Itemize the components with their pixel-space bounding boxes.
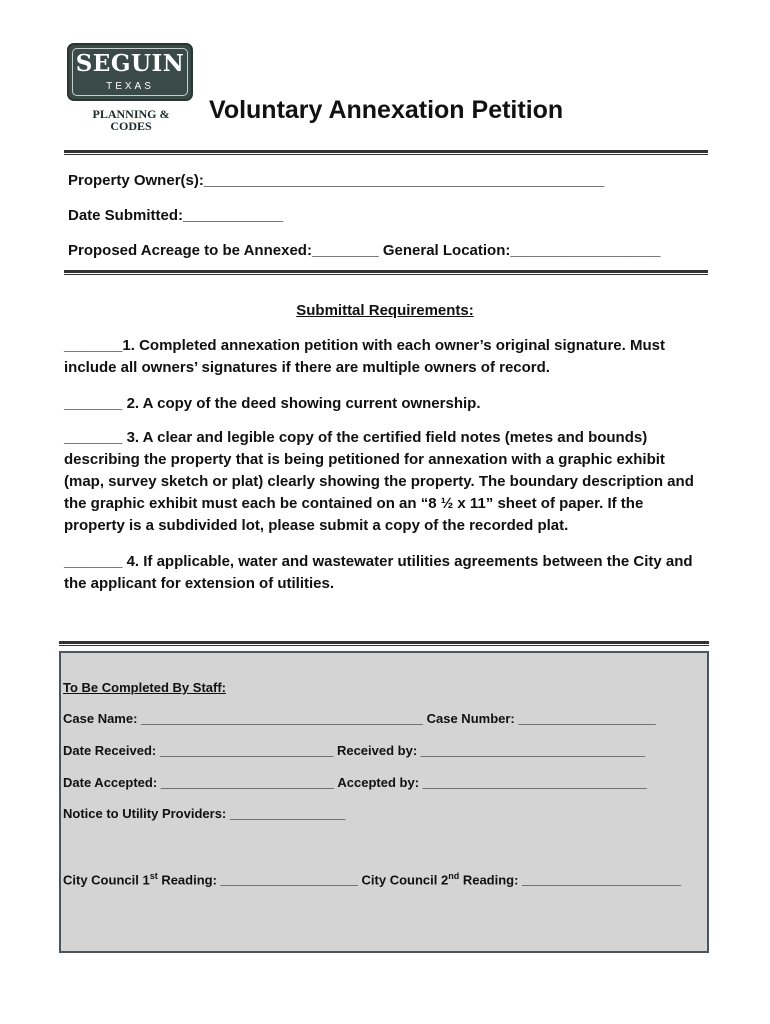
staff-heading: To Be Completed By Staff: [63, 680, 226, 695]
staff-divider [59, 641, 709, 646]
department-label [78, 108, 184, 132]
reading-2-suffix: nd [448, 871, 460, 881]
document-title: Voluntary Annexation Petition [209, 96, 564, 124]
requirement-2: _______ 2. A copy of the deed showing current ownership. [64, 395, 481, 412]
fields-divider [64, 270, 708, 275]
seguin-logo [67, 43, 193, 101]
requirement-4: _______ 4. If applicable, water and wastewater utilities agreements between the City and the applicant for extension of utilities. [64, 553, 693, 592]
requirement-1: _______1. Completed annexation petition with each owner’s original signature. Must include all owners’ signatures if there are multiple owners of record. [64, 337, 665, 376]
staff-section [59, 651, 709, 953]
notice-utility-providers-field[interactable]: Notice to Utility Providers: ________________ [63, 806, 346, 821]
date-submitted-field[interactable]: Date Submitted:____________ [68, 207, 284, 224]
reading-2-blank: Reading: ______________________ [459, 872, 682, 888]
case-name-field[interactable]: Case Name: _______________________________________ Case Number: ___________________ [63, 711, 656, 726]
reading-1-suffix: st [149, 871, 158, 881]
logo-subtitle: TEXAS [106, 81, 154, 92]
reading-1-label: City Council 1 [63, 872, 150, 888]
reading-1-blank: Reading: ___________________ [157, 872, 362, 888]
reading-2-label: City Council 2 [361, 872, 449, 888]
council-readings-field[interactable] [63, 871, 681, 887]
requirement-3: _______ 3. A clear and legible copy of the certified field notes (metes and bounds) describing the property that is being petitioned for annexation with a graphic exhibit (map, survey sketch or plat) clearly showing the property. The boundary description and the graphic exhibit must each be contained on an “8 ½ x 11” sheet of paper. If the property is a subdivided lot, please submit a copy of the recorded plat. [64, 429, 694, 534]
logo-name: SEGUIN [75, 50, 185, 77]
top-divider [64, 150, 708, 155]
property-owners-field[interactable]: Property Owner(s):________________________________________________ [68, 172, 605, 189]
submittal-requirements-heading: Submittal Requirements: [296, 302, 474, 319]
department-line-1: PLANNING & [92, 107, 170, 121]
acreage-location-field[interactable]: Proposed Acreage to be Annexed:________ General Location:__________________ [68, 242, 661, 259]
date-received-field[interactable]: Date Received: ________________________ Received by: _______________________________ [63, 743, 645, 758]
department-line-2: CODES [110, 119, 152, 133]
date-accepted-field[interactable]: Date Accepted: ________________________ Accepted by: _______________________________ [63, 775, 647, 790]
